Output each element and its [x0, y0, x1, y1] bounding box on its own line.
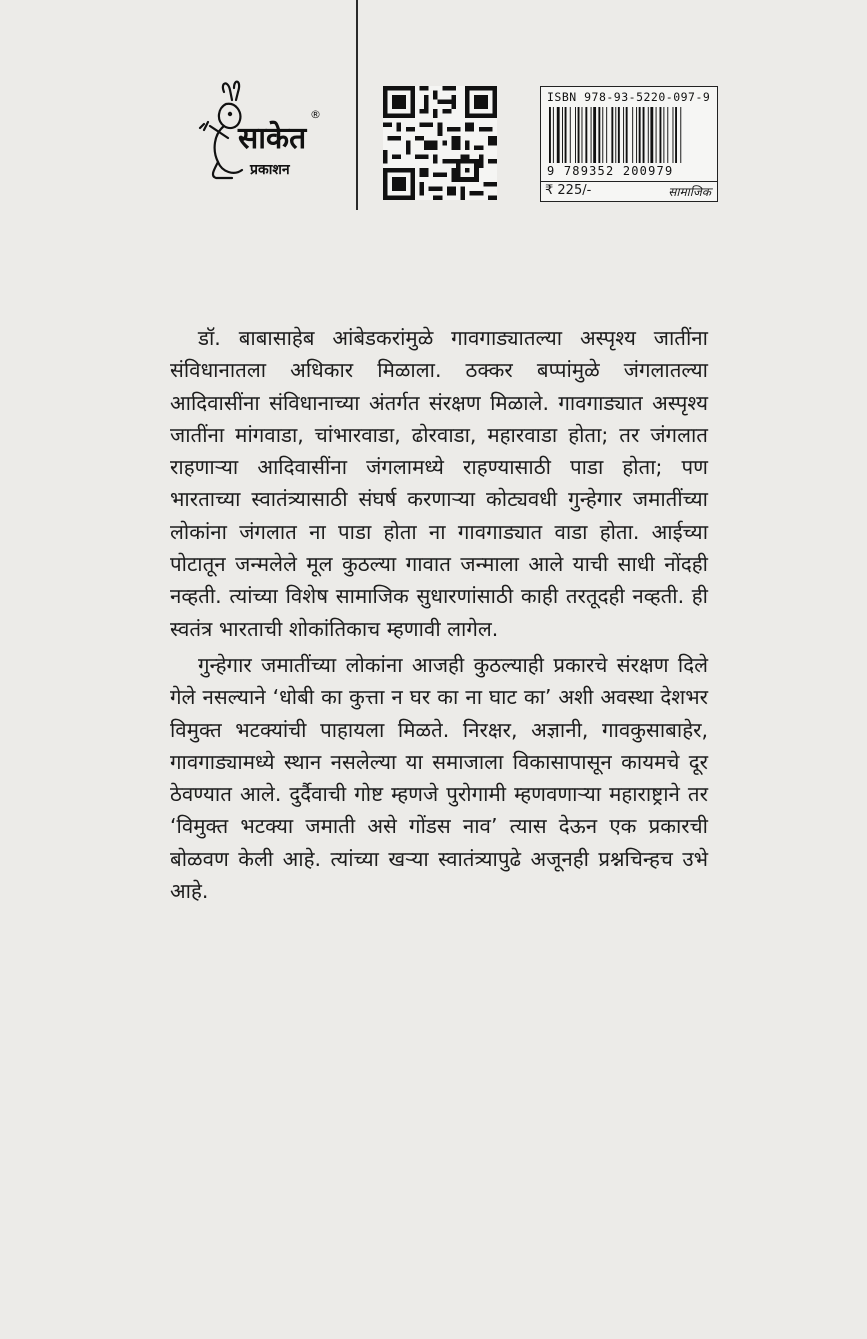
barcode-bar: [562, 107, 563, 163]
isbn-label: ISBN 978-93-5220-097-9: [547, 90, 711, 104]
barcode-number: 9 789352 200979: [547, 164, 674, 178]
barcode-bar: [643, 107, 645, 163]
barcode-bar: [615, 107, 616, 163]
barcode-bar: [680, 107, 681, 163]
barcode-bar: [667, 107, 668, 163]
barcode-bar: [575, 107, 576, 163]
barcode-bar: [663, 107, 664, 163]
publisher-logo: [192, 78, 332, 188]
price-row: [541, 181, 717, 201]
blurb-paragraph-1: डॉ. बाबासाहेब आंबेडकरांमुळे गावगाड्यातल्या अस्पृश्य जातींना संविधानातला अधिकार मिळाला. ठक्कर बप्पांमुळे जंगलातल्या आदिवासींना संविधानाच्या अंतर्गत संरक्षण मिळाले. गावगाड्यात अस्पृश्य जातींना मांगवाडा, चांभारवाडा, ढोरवाडा, महारवाडा होता; तर जंगलात राहणाऱ्या आदिवासींना जंगलामध्ये राहण्यासाठी पाडा होता; पण भारताच्या स्वातंत्र्यासाठी संघर्ष करणाऱ्या कोट्यवधी गुन्हेगार जमातींच्या लोकांना जंगलात ना पाडा होता ना गावगाड्यात वाडा होता. आईच्या पोटातून जन्मलेले मूल कुठल्या गावात जन्माला आले याची साधी नोंदही नव्हती. त्यांच्या विशेष सामाजिक सुधारणांसाठी काही तरतूदही नव्हती. ही स्वतंत्र भारताची शोकांतिकाच म्हणावी लागेल.: [170, 326, 708, 641]
barcode-bar: [660, 107, 662, 163]
barcode-bar: [549, 107, 551, 163]
barcode-bar: [598, 107, 600, 163]
barcode-bar: [618, 107, 620, 163]
barcode-bar: [578, 107, 580, 163]
category-label: सामाजिक: [668, 185, 711, 199]
barcode-bar: [623, 107, 624, 163]
price: ₹ 225/-: [545, 183, 592, 198]
logo-wordmark: साकेत: [238, 121, 307, 156]
barcode-bar: [648, 107, 649, 163]
barcode-bar: [626, 107, 628, 163]
barcode-bar: [639, 107, 641, 163]
barcode-bar: [582, 107, 583, 163]
barcode-bar: [570, 107, 571, 163]
barcode-bar: [557, 107, 560, 163]
registered-mark: ®: [310, 108, 321, 121]
barcode-bar: [585, 107, 587, 163]
barcode-bar: [565, 107, 567, 163]
isbn-barcode-box: [540, 86, 718, 202]
barcode-bar: [636, 107, 637, 163]
barcode-bar: [675, 107, 677, 163]
barcode-bar: [593, 107, 596, 163]
barcode-bar: [602, 107, 603, 163]
barcode-bar: [606, 107, 607, 163]
qr-code[interactable]: [381, 86, 499, 200]
logo-subtext: प्रकाशन: [250, 162, 290, 178]
barcode-bar: [591, 107, 592, 163]
barcode-bar: [673, 107, 674, 163]
barcode-bar: [553, 107, 554, 163]
vertical-divider: [356, 0, 358, 210]
blurb-paragraph-2: गुन्हेगार जमातींच्या लोकांना आजही कुठल्याही प्रकारचे संरक्षण दिले गेले नसल्याने ‘धोबी का कुत्ता न घर का ना घाट का’ अशी अवस्था देशभर विमुक्त भटक्यांची पाहायला मिळते. निरक्षर, अज्ञानी, गावकुसाबाहेर, गावगाड्यामध्ये स्थान नसलेल्या या समाजाला विकासापासून कायमचे दूर ठेवण्यात आले. दुर्दैवाची गोष्ट म्हणजे पुरोगामी म्हणवणाऱ्या महाराष्ट्राने तर ‘विमुक्त भटक्या जमाती असे गोंडस नाव’ त्यास देऊन एक प्रकारची बोळवण केली आहे. त्यांच्या खऱ्या स्वातंत्र्यापुढे अजूनही प्रश्नचिन्हच उभे आहे.: [170, 652, 708, 904]
barcode-bar: [656, 107, 657, 163]
barcode-bar: [611, 107, 613, 163]
back-cover-blurb: [170, 322, 708, 907]
barcode-bar: [650, 107, 653, 163]
barcode-bar: [632, 107, 633, 163]
barcode: [547, 107, 711, 163]
